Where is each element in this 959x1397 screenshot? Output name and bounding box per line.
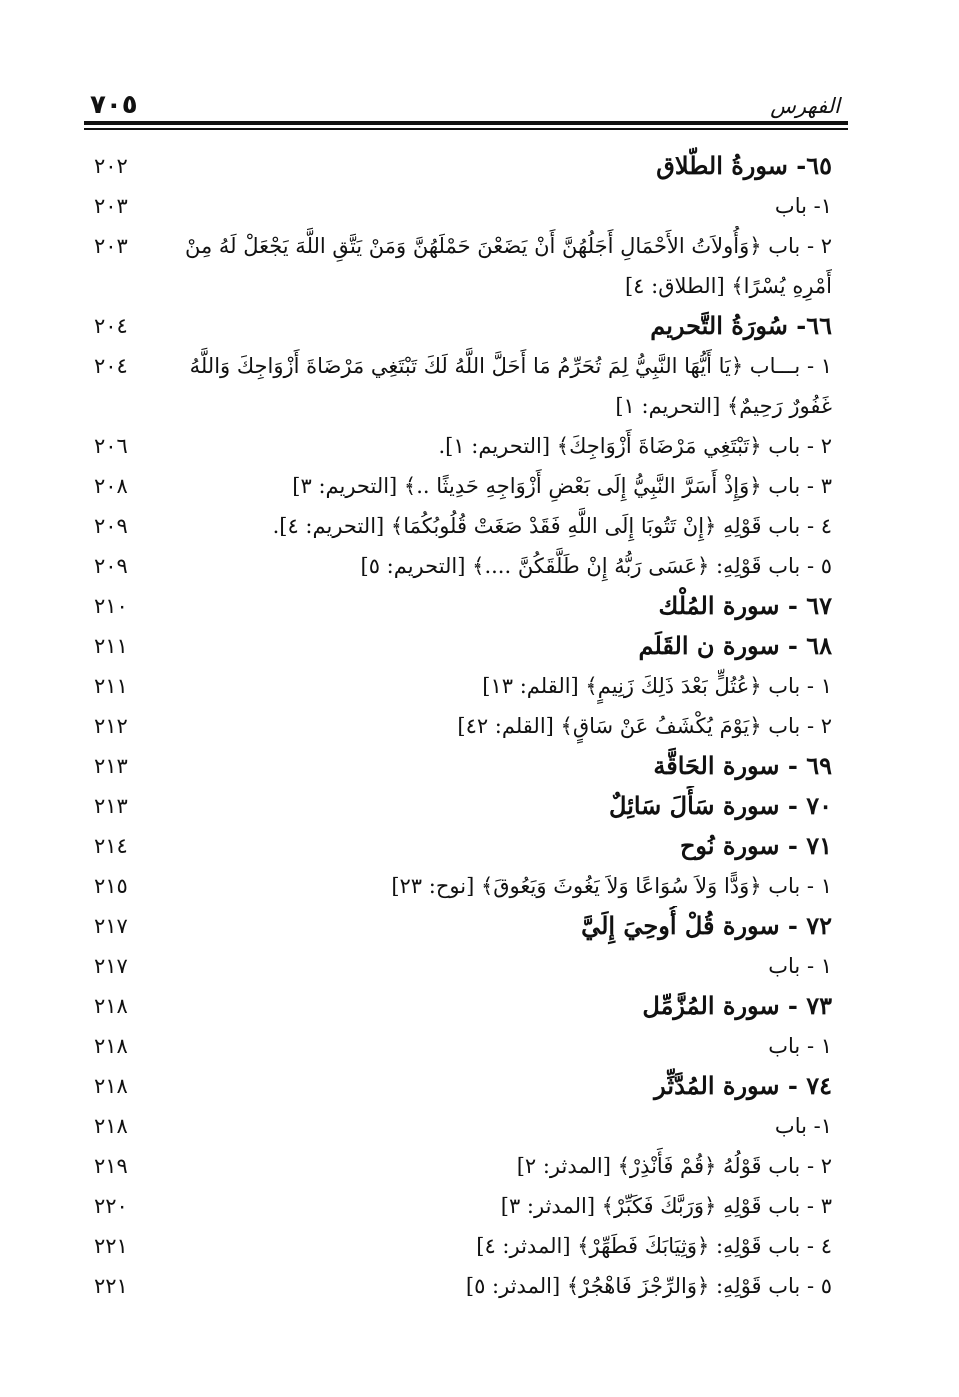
page-number: ٢٠٨ [94, 474, 128, 498]
section-title: ٦٦- سُورَةُ التَّحريم [650, 311, 832, 340]
page-number: ٢١٧ [94, 954, 128, 978]
section-title: ٧٢ - سورة قُلْ أُوحِيَ إِلَيَّ [581, 911, 832, 940]
page-number: ٢١٠ [94, 594, 128, 618]
page-number: ٢٢١ [94, 1274, 128, 1298]
section-title: ٦٧ - سورة المُلْك [658, 591, 832, 620]
page-number: ٢٠٢ [94, 154, 128, 178]
toc-section-heading [84, 306, 848, 346]
toc-entry [84, 1226, 848, 1266]
section-title: ٦٩ - سورة الحَاقَّة [653, 751, 832, 780]
entry-text: ١- باب [774, 194, 832, 218]
toc-entry [84, 1106, 848, 1146]
entry-text: ٤ - باب قَوْلِهِ ﴿إِنْ تَتُوبَا إِلَى اللَّهِ فَقَدْ صَغَتْ قُلُوبُكُمَا﴾ [التحريم: ٤]. [272, 514, 832, 538]
page-number: ٢٠٩ [94, 514, 128, 538]
page-number: ٢٠٩ [94, 554, 128, 578]
page-number: ٢١٨ [94, 1114, 128, 1138]
toc-section-heading [84, 826, 848, 866]
section-title: ٦٥- سورةُ الطّلاق [656, 151, 832, 180]
toc-section-heading [84, 586, 848, 626]
header-page-number: ٧٠٥ [90, 90, 138, 120]
entry-text: ٤ - باب قَوْلِهِ: ﴿وَثِيَابَكَ فَطَهِّرْ﴾ [المدثر: ٤] [476, 1234, 832, 1258]
section-title: ٧٠ - سورة سَأَلَ سَائِلٌ [609, 791, 832, 820]
entry-text: ٥ - باب قَوْلِهِ: ﴿وَالرِّجْزَ فَاهْجُرْ﴾ [المدثر: ٥] [465, 1274, 832, 1298]
page-number: ٢١٩ [94, 1154, 128, 1178]
toc-entry [84, 506, 848, 546]
page-number: ٢٠٣ [94, 234, 128, 258]
toc-entry [84, 946, 848, 986]
page-number: ٢١٨ [94, 1074, 128, 1098]
toc-section-heading [84, 906, 848, 946]
header-title: الفهرس [770, 94, 840, 118]
entry-text: ١ - باب [768, 1034, 832, 1058]
toc-section-heading [84, 986, 848, 1026]
entry-text: ١ - باب [768, 954, 832, 978]
toc-section-heading [84, 146, 848, 186]
entry-text: ١ - باب ﴿وَدًّا وَلاَ سُوَاعًا وَلاَ يَغُوثَ وَيَعُوقَ﴾ [نوح: ٢٣] [391, 874, 832, 898]
header-rule-thick [84, 121, 848, 125]
toc-entry [84, 1146, 848, 1186]
toc-entry [84, 346, 848, 426]
entry-text: ٢ - باب قَوْلُهُ ﴿قُمْ فَأَنْذِرْ﴾ [المدثر: ٢] [516, 1154, 832, 1178]
toc-section-heading [84, 786, 848, 826]
toc-entry [84, 226, 848, 306]
toc-entry [84, 466, 848, 506]
page-number: ٢١١ [94, 634, 128, 658]
page-number: ٢٠٤ [94, 314, 128, 338]
toc-entry [84, 1266, 848, 1306]
page-number: ٢١١ [94, 674, 128, 698]
entry-text: ٢ - باب ﴿تَبْتَغِي مَرْضَاةَ أَزْوَاجِكَ﴾ [التحريم: ١]. [438, 434, 832, 458]
page-number: ٢٠٣ [94, 194, 128, 218]
page-number: ٢٠٦ [94, 434, 128, 458]
toc-entry [84, 546, 848, 586]
toc-entry [84, 866, 848, 906]
section-title: ٧٣ - سورة المُزَّمِّل [642, 991, 832, 1020]
page-header [84, 86, 848, 126]
toc-section-heading [84, 1066, 848, 1106]
entry-text: ١ - بـــاب ﴿يَا أَيُّهَا النَّبِيُّ لِمَ تُحَرِّمُ مَا أَحَلَّ اللَّهُ لَكَ تَبْتَغِي مَرْضَاةَ أَزْوَاجِكَ وَاللَّهُ غَفُورٌ رَحِيمٌ﴾ [التحريم: ١] [189, 354, 832, 418]
toc-section-heading [84, 626, 848, 666]
section-title: ٧٤ - سورة المُدَّثِّر [654, 1071, 832, 1100]
toc-entry [84, 1026, 848, 1066]
section-title: ٦٨ - سورة ن القَلَم [638, 631, 832, 660]
page-number: ٢١٢ [94, 714, 128, 738]
page-number: ٢١٨ [94, 994, 128, 1018]
page-number: ٢١٤ [94, 834, 128, 858]
entry-text: ٢ - باب ﴿يَوْمَ يُكْشَفُ عَنْ سَاقٍ﴾ [القلم: ٤٢] [457, 714, 832, 738]
page-number: ٢١٣ [94, 794, 128, 818]
entry-text: ٣ - باب ﴿وَإِذْ أَسَرَّ النَّبِيُّ إِلَى بَعْضِ أَزْوَاجِهِ حَدِيثًا ..﴾ [التحريم: ٣] [292, 474, 832, 498]
page-number: ٢٢٠ [94, 1194, 128, 1218]
page-number: ٢٢١ [94, 1234, 128, 1258]
entry-text: ١ - باب ﴿عُتُلٍّ بَعْدَ ذَلِكَ زَنِيمٍ﴾ [القلم: ١٣] [482, 674, 832, 698]
section-title: ٧١ - سورة نُوح [679, 831, 832, 860]
entry-text: ٢ - باب ﴿وَأُولاَتُ الأَحْمَالِ أَجَلُهُنَّ أَنْ يَضَعْنَ حَمْلَهُنَّ وَمَنْ يَتَّقِ اللَّهَ يَجْعَلْ لَهُ مِنْ أَمْرِهِ يُسْرًا﴾ [الطلاق: ٤] [184, 234, 832, 298]
page-number: ٢١٧ [94, 914, 128, 938]
toc-entry [84, 426, 848, 466]
page-number: ٢١٥ [94, 874, 128, 898]
toc-section-heading [84, 746, 848, 786]
page-number: ٢١٣ [94, 754, 128, 778]
toc-entry [84, 706, 848, 746]
toc-entry [84, 186, 848, 226]
toc-entry [84, 1186, 848, 1226]
entry-text: ١- باب [774, 1114, 832, 1138]
entry-text: ٥ - باب قَوْلِهِ: ﴿عَسَى رَبُّهُ إِنْ طَلَّقَكُنَّ ....﴾ [التحريم: ٥] [360, 554, 832, 578]
page-number: ٢١٨ [94, 1034, 128, 1058]
entry-text: ٣ - باب قَوْلِهِ ﴿وَرَبَّكَ فَكَبِّرْ﴾ [المدثر: ٣] [500, 1194, 832, 1218]
header-rule-thin [84, 128, 848, 130]
table-of-contents [84, 146, 848, 1306]
toc-entry [84, 666, 848, 706]
page-number: ٢٠٤ [94, 354, 128, 378]
